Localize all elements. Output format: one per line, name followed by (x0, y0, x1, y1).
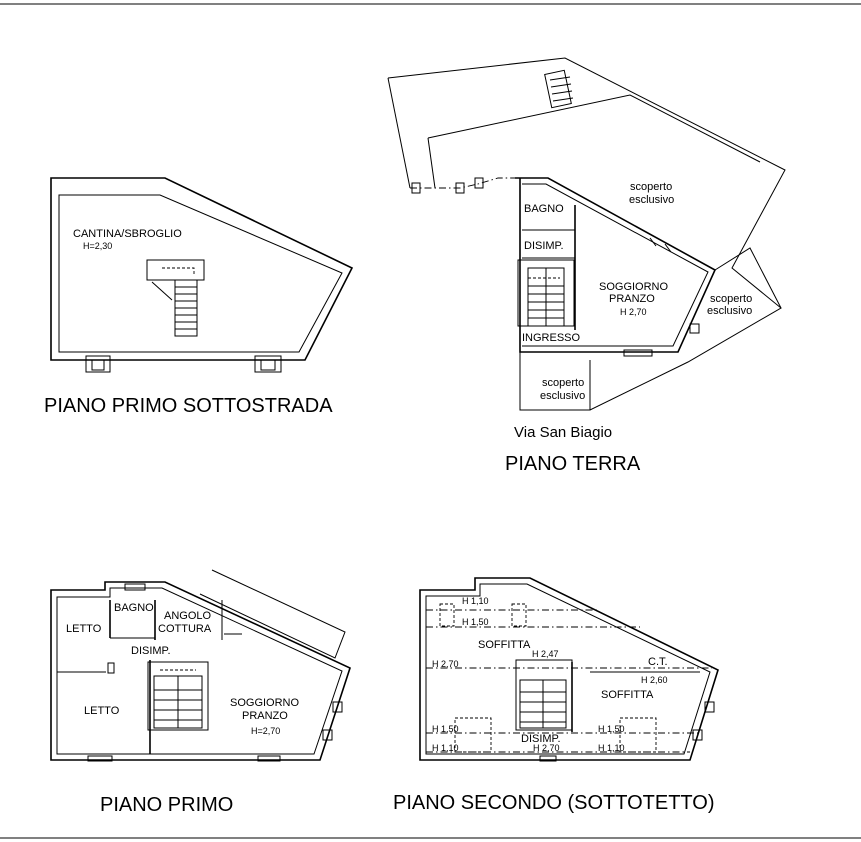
height-260: H 2,60 (641, 675, 668, 685)
room-ingresso-label: INGRESSO (522, 332, 581, 344)
title-primo: PIANO PRIMO (100, 794, 234, 816)
room-cottura-label: COTTURA (158, 623, 212, 635)
scoperto-top-label-1: scoperto (630, 181, 673, 193)
room-angolo-label: ANGOLO (164, 610, 212, 622)
room-pranzo-label: PRANZO (242, 710, 288, 722)
height-110-right: H 1,10 (598, 743, 625, 753)
room-disimp-label: DISIMP. (131, 645, 171, 657)
room-bagno-label: BAGNO (524, 203, 564, 215)
height-soggiorno: H 2,70 (620, 307, 647, 317)
scoperto-bottom-label-2: esclusivo (540, 390, 586, 402)
height-cantina: H=2,30 (83, 241, 113, 251)
height-soggiorno: H=2,70 (251, 726, 281, 736)
height-150-top: H 1,50 (462, 617, 489, 627)
height-270-bottom: H 2,70 (533, 743, 560, 753)
room-soffitta-2-label: SOFFITTA (601, 689, 654, 701)
title-terra: PIANO TERRA (505, 453, 641, 475)
height-110-top: H 1,10 (462, 596, 489, 606)
room-pranzo-label: PRANZO (609, 293, 655, 305)
room-soffitta-1-label: SOFFITTA (478, 639, 531, 651)
height-270-left: H 2,70 (432, 659, 459, 669)
height-110-left: H 1,10 (432, 743, 459, 753)
room-cantina-label: CANTINA/SBROGLIO (73, 228, 182, 240)
room-soggiorno-label: SOGGIORNO (599, 281, 669, 293)
scoperto-right-label-2: esclusivo (707, 305, 753, 317)
scoperto-right-label-1: scoperto (710, 293, 753, 305)
scoperto-top-label-2: esclusivo (629, 194, 675, 206)
room-letto-2-label: LETTO (84, 705, 120, 717)
title-secondo: PIANO SECONDO (SOTTOTETTO) (393, 792, 715, 814)
title-sottostrada: PIANO PRIMO SOTTOSTRADA (44, 395, 333, 417)
scoperto-bottom-label-1: scoperto (542, 377, 585, 389)
room-disimp-label: DISIMP. (524, 240, 564, 252)
plan-primo (51, 570, 350, 816)
height-150-right: H 1,50 (598, 724, 625, 734)
plan-terra (388, 58, 785, 475)
plan-sottostrada (44, 178, 352, 417)
room-bagno-label: BAGNO (114, 602, 154, 614)
plan-secondo (393, 578, 718, 814)
room-ct-label: C.T. (648, 656, 668, 668)
height-150-left: H 1,50 (432, 724, 459, 734)
street-label: Via San Biagio (514, 424, 613, 441)
height-247: H 2,47 (532, 649, 559, 659)
room-soggiorno-label: SOGGIORNO (230, 697, 300, 709)
room-letto-1-label: LETTO (66, 623, 102, 635)
room-disimp-label: DISIMP. (521, 733, 561, 745)
